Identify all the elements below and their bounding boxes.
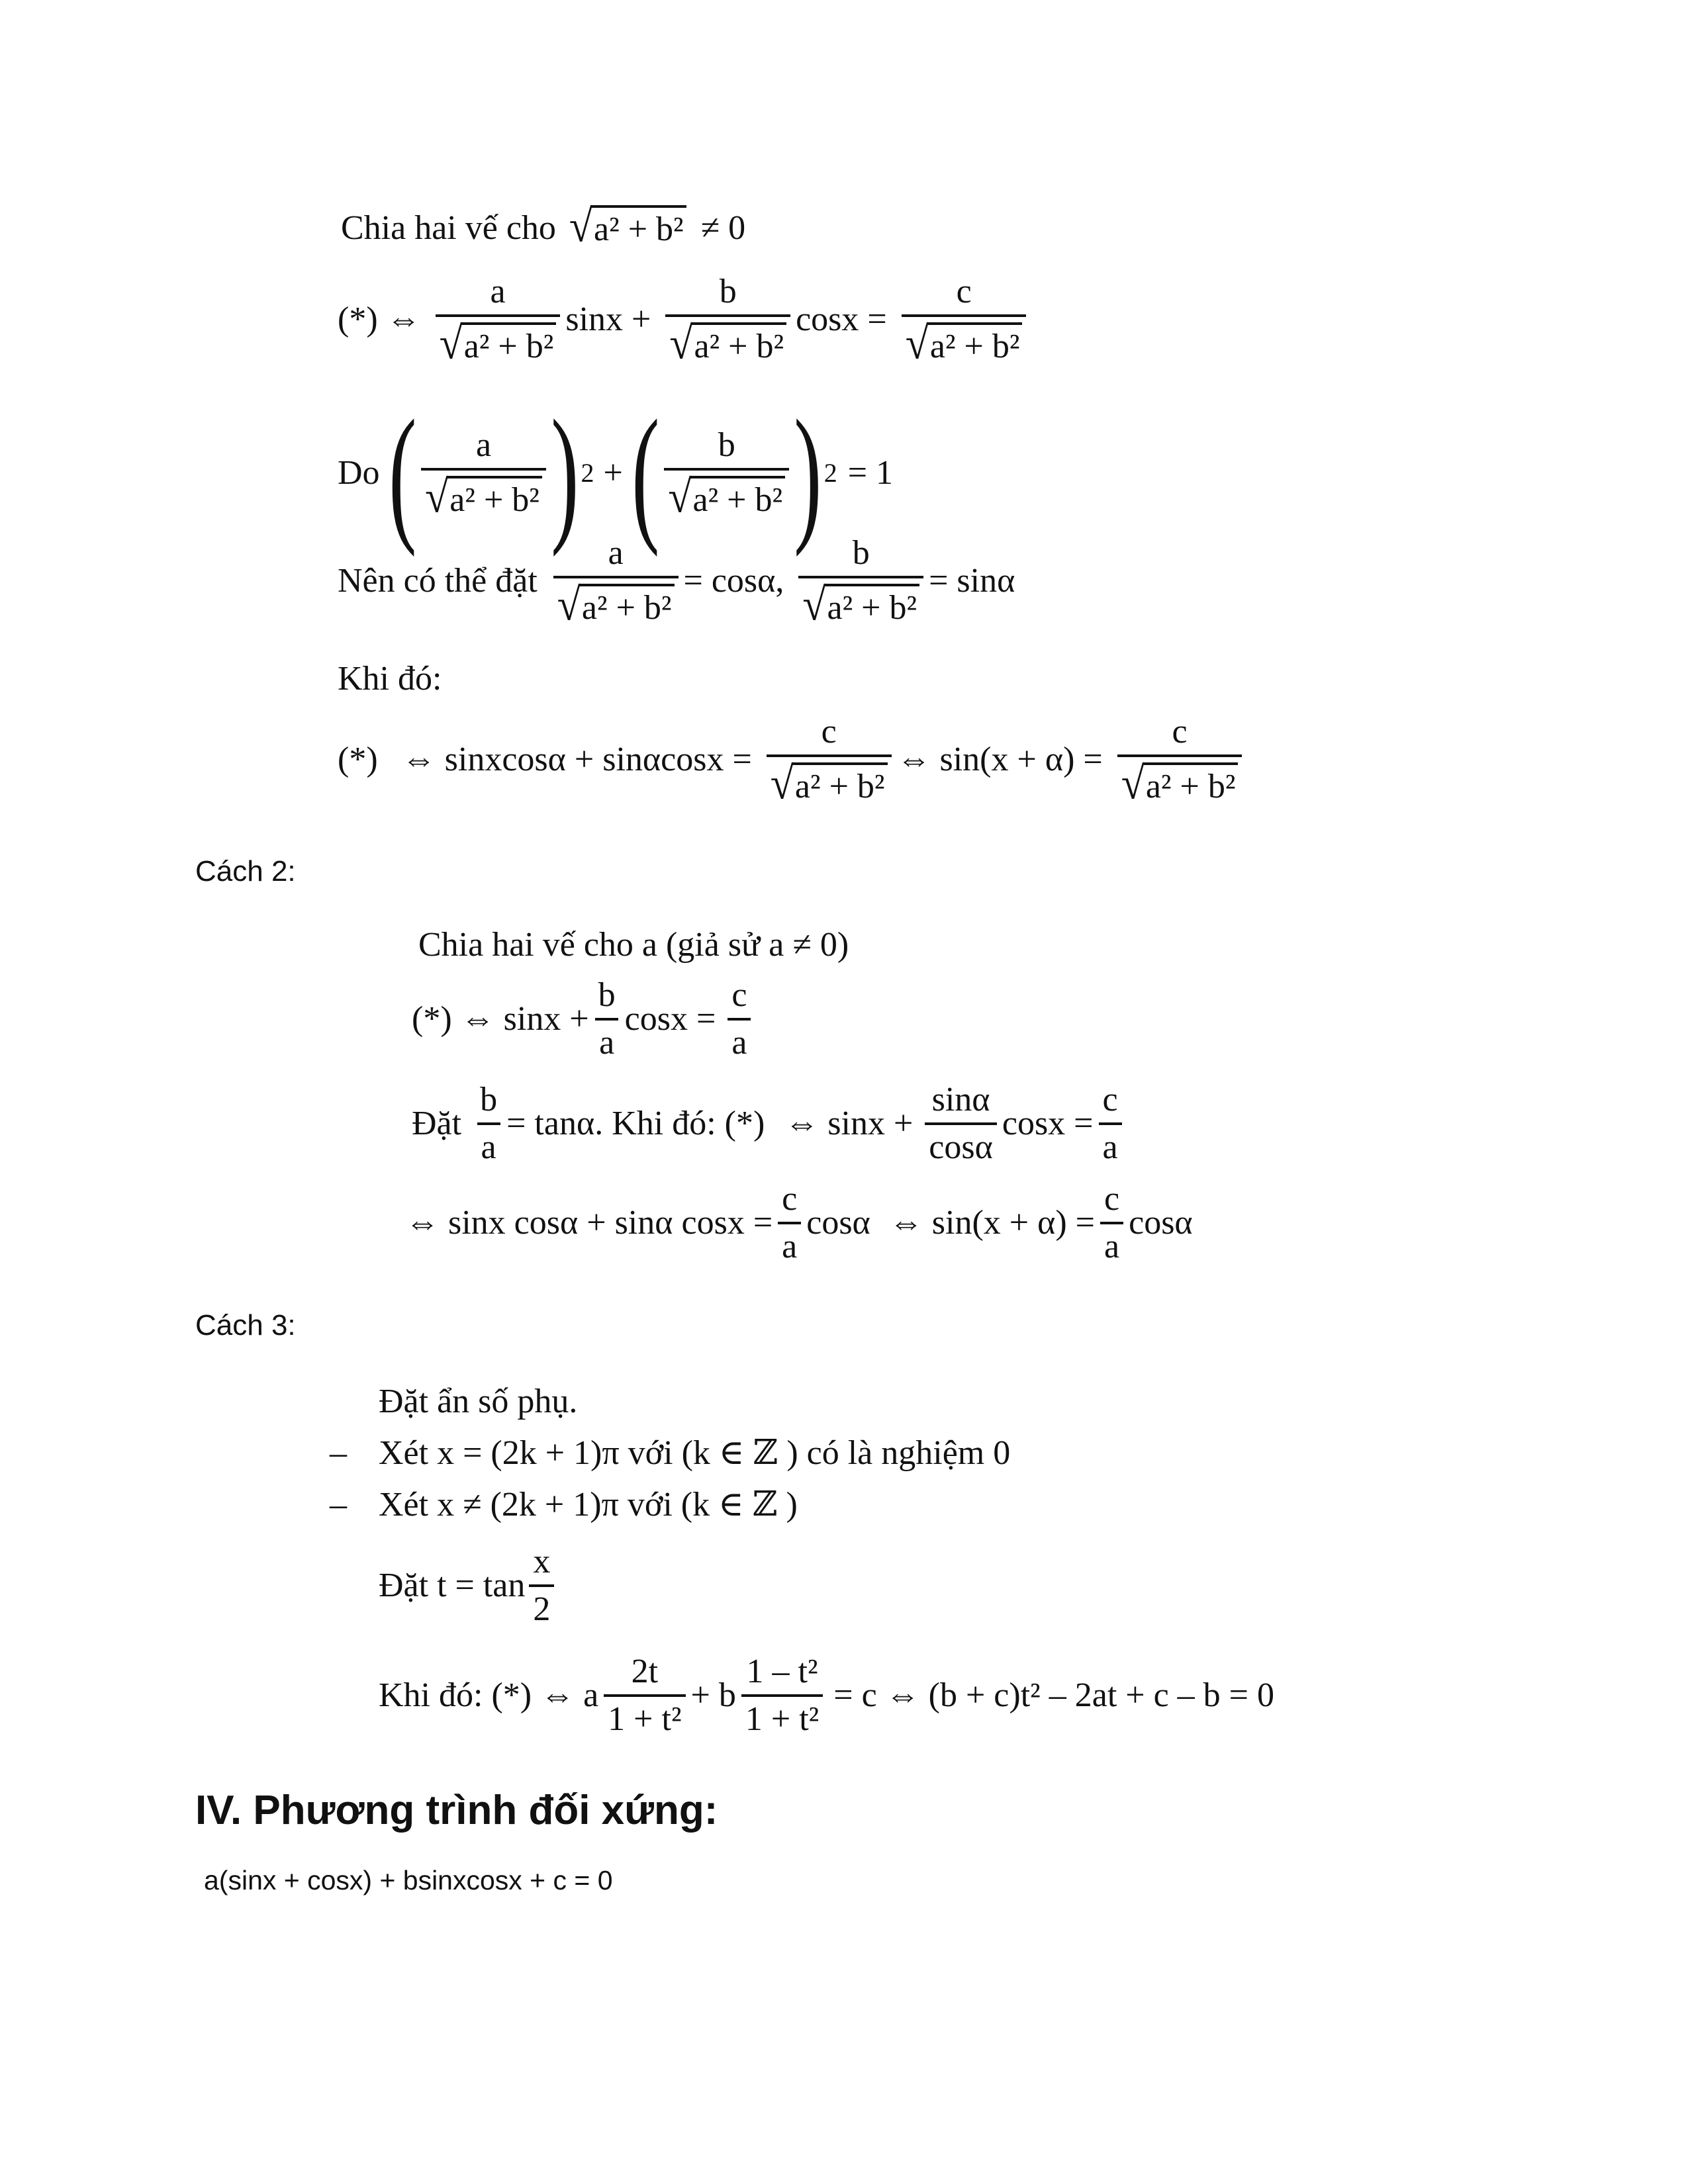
fraction-c-over-a-4: $\frac{c}{a}$ [1100, 1182, 1123, 1264]
cach2-label: Cách 2: [195, 855, 296, 887]
section-equation: a(sinx + cosx) + bsinxcosx + c = 0 [204, 1865, 613, 1895]
b1-line3-lead: Do [338, 454, 380, 492]
b1-line2-sinx: sinx + [565, 300, 651, 339]
fraction-2t: $\frac{2t}{\text{1 + t²}}$ [604, 1655, 685, 1737]
cach3-label: Cách 3: [195, 1309, 296, 1342]
fraction-c-over-a-3: $\frac{c}{a}$ [778, 1182, 801, 1264]
not-equal-zero: ≠ 0 [700, 208, 746, 247]
b2-line1: Chia hai vế cho a (giả sử a ≠ 0) [418, 926, 849, 964]
fraction-a: a √ a² + b² [436, 275, 561, 365]
b3-line2: – Xét x = (2k + 1)π với (k ∈ ℤ ) có là nghiệm 0 [330, 1434, 1011, 1472]
b1-line2-cosx: cosx = [796, 300, 887, 339]
fraction-c-over-a: $\frac{c}{a}$ [727, 978, 751, 1060]
fraction-sin-alpha: b √ a² + b² [798, 536, 923, 627]
fraction-sin-over-cos: $\frac{\sin\alpha}{\cos\alpha}$ [925, 1083, 997, 1165]
b3-line3: – Xét x ≠ (2k + 1)π với (k ∈ ℤ ) [330, 1486, 798, 1524]
sqrt-expression: √ a² + b² [569, 205, 686, 248]
fraction-x-over-2: $\frac{x}{2}$ [529, 1545, 554, 1627]
fraction-b-over-a: $\frac{b}{a}$ [594, 978, 620, 1060]
b3-line5: Khi đó: (*) ⇔ a $\frac{2t}{\text{1 + t²}}$ + b $\frac{\text{1 – t²}}{\text{1 + t²}}$ = c ⇔ (b + c)t² – 2at + c – b = 0 [379, 1653, 1274, 1738]
fraction-cos-alpha: a √ a² + b² [553, 536, 679, 627]
fraction-c-2: c √ a² + b² [1117, 715, 1243, 805]
dash-bullet: – [330, 1486, 347, 1524]
fraction-c-over-a-2: $\frac{c}{a}$ [1099, 1083, 1122, 1165]
b2-line3: Đặt $\frac{b}{a}$ = tanα. Khi đó: (*) ⇔ sinx + $\frac{\sin\alpha}{\cos\alpha}$ cosx = $\frac{c}{a}$ [412, 1083, 1127, 1165]
fraction-c-1: c √ a² + b² [767, 715, 892, 805]
b1-line3: Do ( a √ a² + b² ) 2 + ( b √ a² + b² ) 2 = 1 [338, 388, 894, 557]
b2-line2: (*) ⇔ sinx + $\frac{b}{a}$ cosx = $\frac{c}{a}$ [412, 978, 756, 1060]
b1-line1-text: Chia hai vế cho [341, 208, 556, 247]
b1-line2 [338, 273, 1031, 369]
fraction-b-over-a-2: $\frac{b}{a}$ [476, 1083, 501, 1165]
b1-line5: Khi đó: [338, 660, 442, 698]
b2-line4: ⇔ sinx cosα + sinα cosx = $\frac{c}{a}$ cosα ⇔ sin(x + α) = $\frac{c}{a}$ cosα [405, 1180, 1193, 1265]
b3-line4: Đặt t = tan $\frac{x}{2}$ [379, 1545, 559, 1627]
b3-line1: Đặt ẩn số phụ. [379, 1383, 578, 1420]
b1-line4-lead: Nên có thể đặt [338, 562, 538, 600]
b1-line6: (*) ⇔ sinxcosα + sinαcosx = c √ a² + b² ⇔ sin(x + α) = c √ a² + b² [338, 715, 1247, 805]
fraction-b-squared: b √ a² + b² [664, 428, 789, 519]
b1-line4: Nên có thể đặt a √ a² + b² = cosα, b √ a² + b² = sinα [338, 534, 1015, 630]
fraction-1-minus-t2: $\frac{\text{1 – t²}}{\text{1 + t²}}$ [741, 1655, 823, 1737]
dash-bullet: – [330, 1434, 347, 1472]
b1-line1 [341, 201, 746, 251]
fraction-a-squared: a √ a² + b² [421, 428, 546, 519]
section-heading: IV. Phương trình đối xứng: [195, 1788, 718, 1833]
fraction-c: c √ a² + b² [902, 275, 1027, 365]
b1-line2-lead: (*) ⇔ [338, 300, 421, 339]
fraction-b: b √ a² + b² [665, 275, 790, 365]
